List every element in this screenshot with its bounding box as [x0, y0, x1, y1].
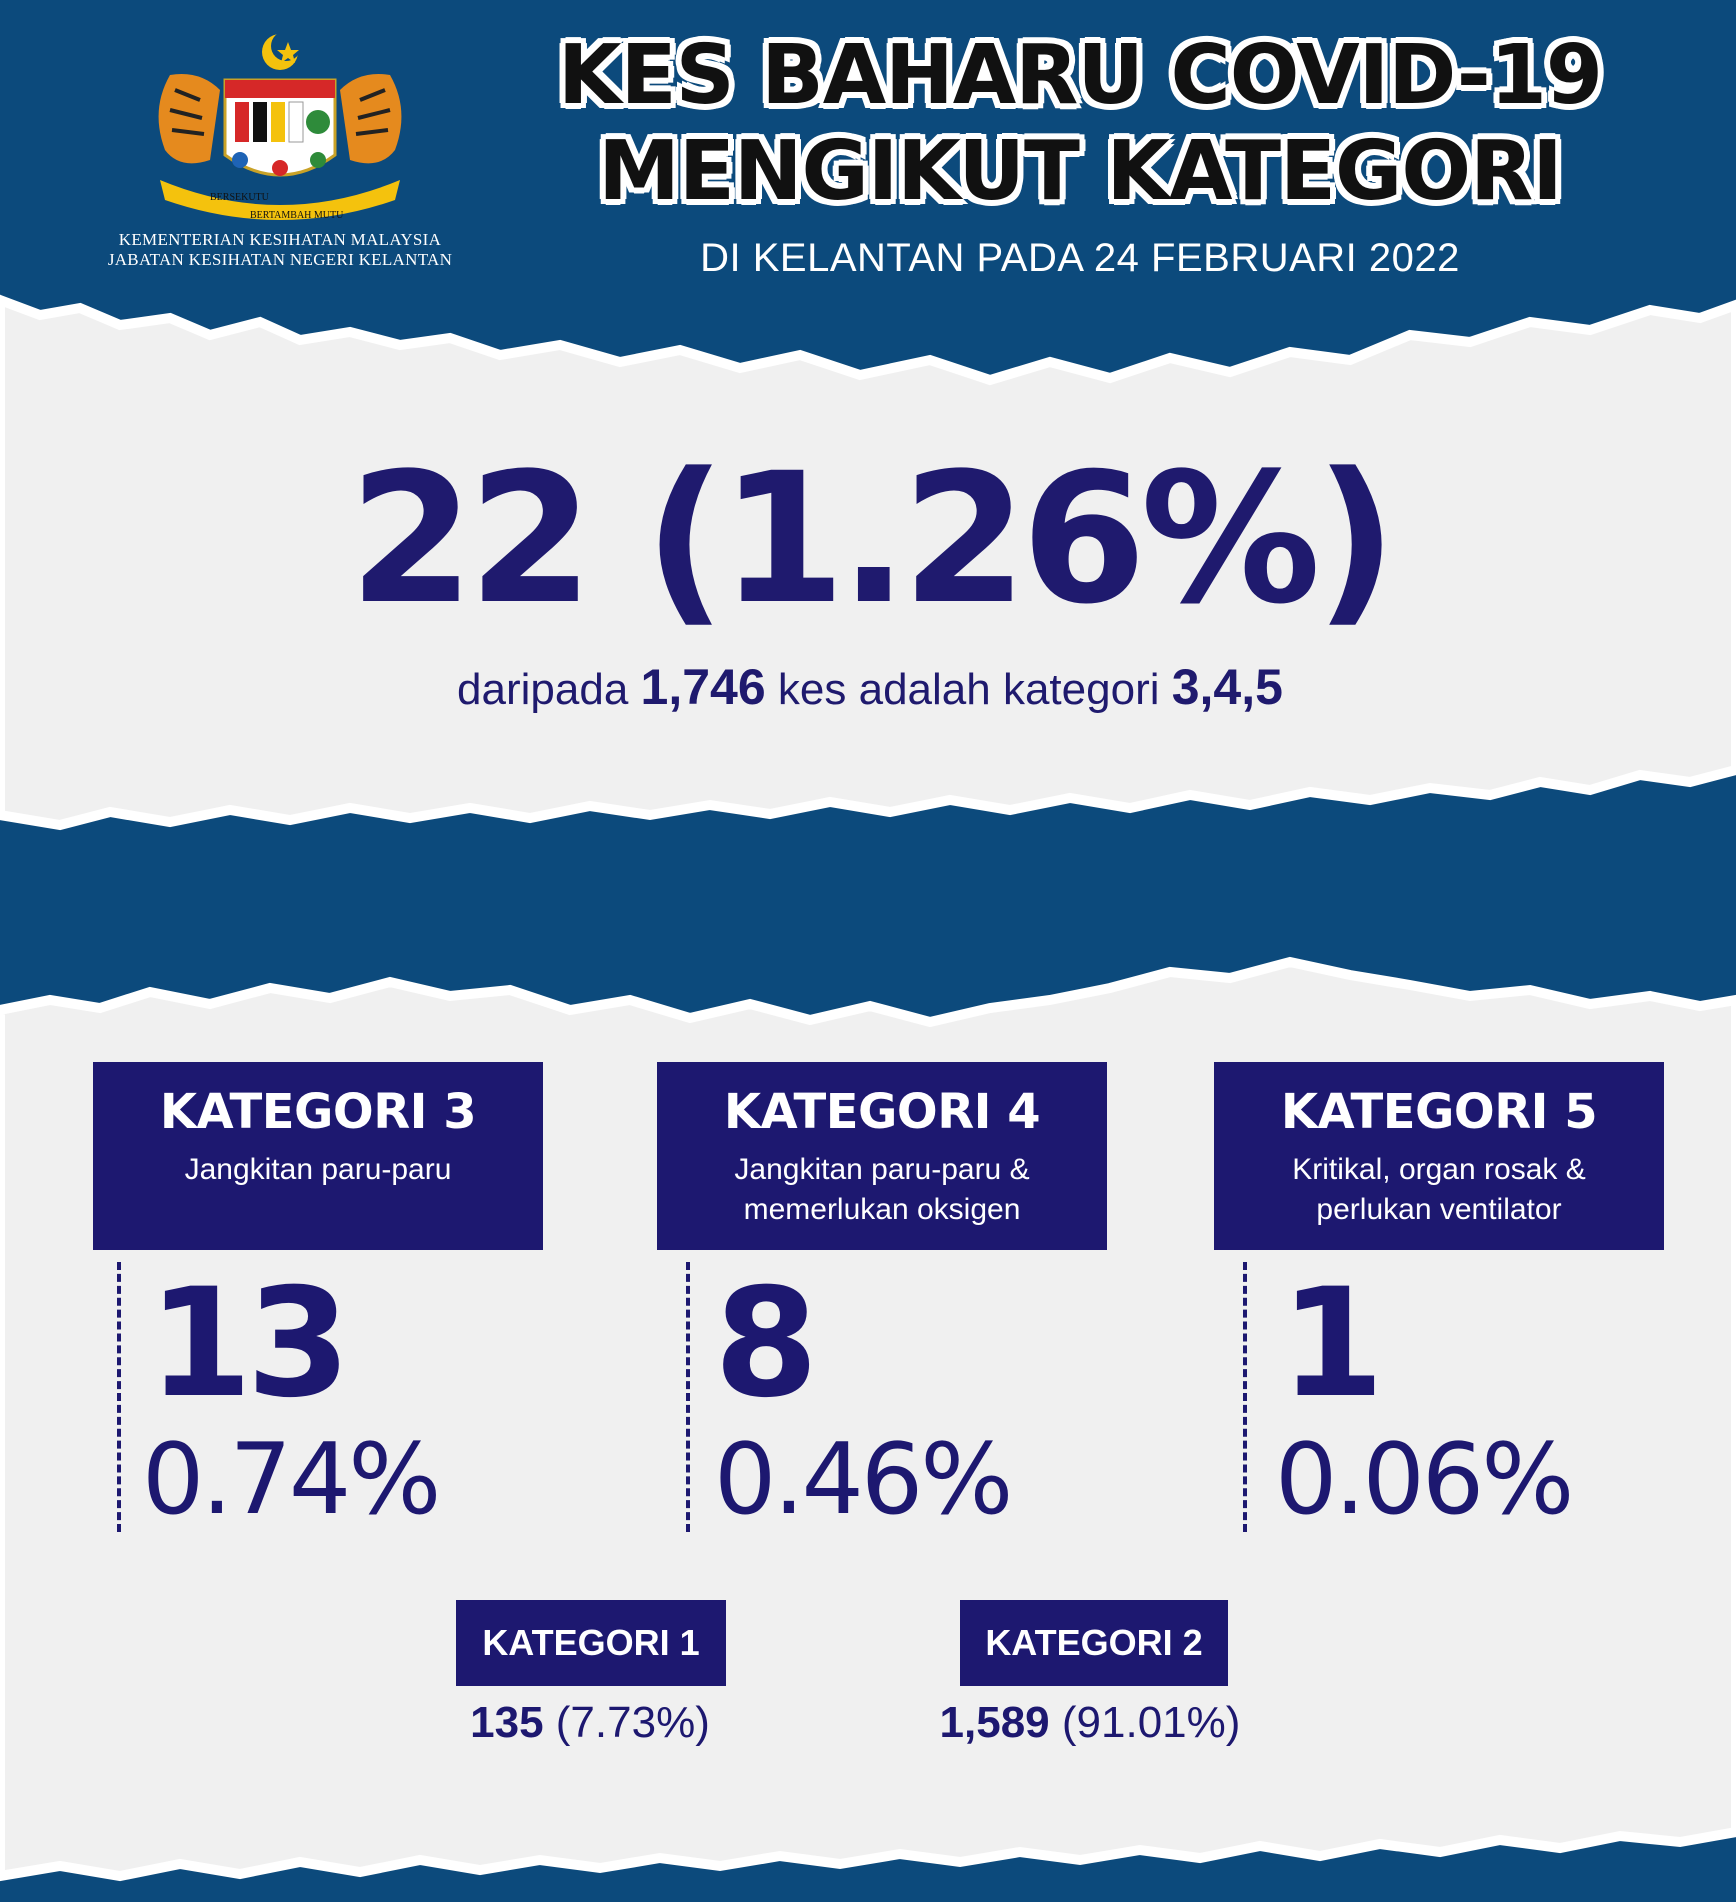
category-2-count: 1,589	[939, 1698, 1050, 1747]
malaysia-coat-of-arms-logo	[140, 30, 420, 230]
category-1-count: 135	[470, 1698, 544, 1747]
category-2-value	[890, 1698, 1290, 1748]
category-4-desc-1: Jangkitan paru-paru &	[734, 1153, 1030, 1186]
category-2-label: KATEGORI 2	[960, 1600, 1228, 1686]
category-5-divider	[1243, 1262, 1247, 1532]
category-4-divider	[686, 1262, 690, 1532]
category-4-card	[657, 1062, 1107, 1250]
headline-caption	[300, 658, 1440, 716]
category-1-value	[420, 1698, 760, 1748]
category-1-label: KATEGORI 1	[456, 1600, 726, 1686]
category-3-card	[93, 1062, 543, 1250]
category-5-percent: 0.06%	[1275, 1423, 1572, 1537]
category-3-title: KATEGORI 3	[159, 1084, 477, 1140]
headline-middle: kes adalah kategori	[777, 665, 1160, 714]
category-5-card	[1214, 1062, 1664, 1250]
category-2-percent: (91.01%)	[1061, 1698, 1241, 1747]
category-5-title: KATEGORI 5	[1280, 1084, 1598, 1140]
category-5-desc-2: perlukan ventilator	[1316, 1193, 1562, 1226]
page-subtitle: DI KELANTAN PADA 24 FEBRUARI 2022	[700, 236, 1460, 280]
category-1-percent: (7.73%)	[555, 1698, 710, 1747]
organization-name	[60, 230, 500, 270]
category-5-count: 1	[1280, 1257, 1379, 1431]
category-3-desc-1: Jangkitan paru-paru	[184, 1153, 452, 1186]
headline-value: 22 (1.26%)	[348, 435, 1392, 644]
title-line-1: KES BAHARU COVID-19	[558, 28, 1602, 123]
category-3-count: 13	[148, 1257, 345, 1431]
headline-total: 1,746	[640, 659, 766, 715]
category-3-divider	[117, 1262, 121, 1532]
category-4-desc-2: memerlukan oksigen	[743, 1193, 1021, 1226]
org-line-2: JABATAN KESIHATAN NEGERI KELANTAN	[107, 250, 453, 269]
page-title	[490, 28, 1670, 220]
crest-motto-left: BERSEKUTU	[210, 192, 269, 203]
category-5-desc-1: Kritikal, organ rosak &	[1292, 1153, 1586, 1186]
title-line-2: MENGIKUT KATEGORI	[598, 124, 1562, 219]
category-4-count: 8	[714, 1257, 813, 1431]
category-4-title: KATEGORI 4	[723, 1084, 1041, 1140]
category-3-percent: 0.74%	[142, 1423, 439, 1537]
headline-categories: 3,4,5	[1171, 659, 1283, 715]
headline-prefix: daripada	[457, 665, 629, 714]
org-line-1: KEMENTERIAN KESIHATAN MALAYSIA	[118, 230, 442, 249]
crest-motto-right: BERTAMBAH MUTU	[250, 210, 344, 221]
category-4-percent: 0.46%	[714, 1423, 1011, 1537]
